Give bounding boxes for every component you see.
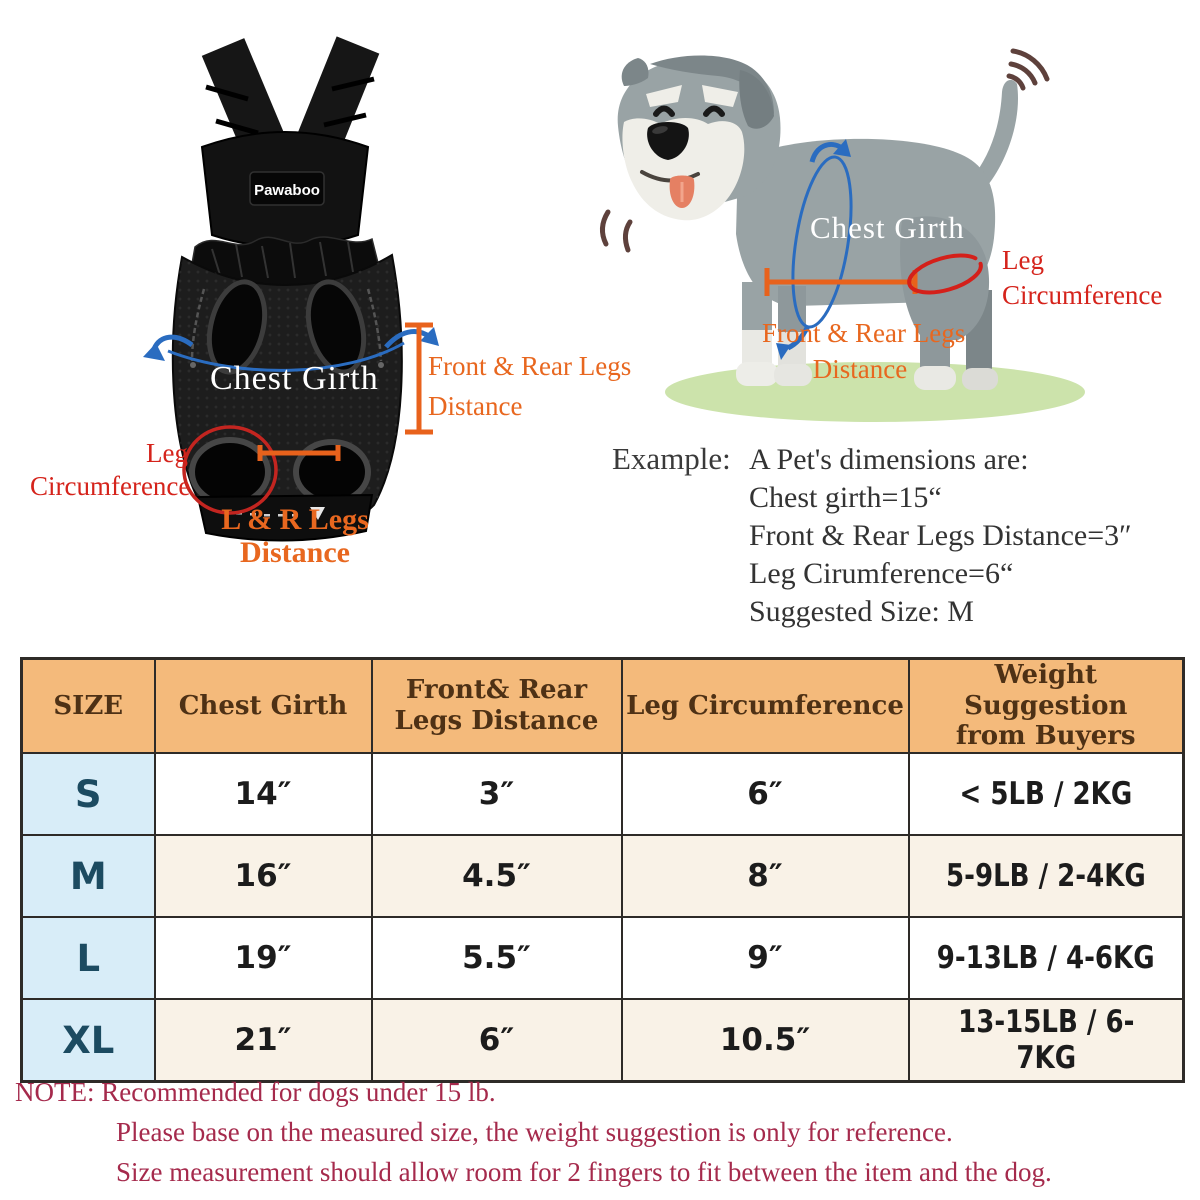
label-line: Distance: [812, 354, 908, 384]
label-line: Distance: [428, 391, 523, 421]
note-line-1: [15, 1072, 1195, 1112]
weight-cell: [909, 835, 1184, 917]
weight-text: 5-9LB / 2-4KG: [945, 858, 1146, 895]
example-label: Example:: [612, 441, 731, 476]
size-table: [20, 657, 1185, 1083]
label-line: Front & Rear Legs: [428, 351, 632, 381]
example-line: A Pet's dimensions are:: [749, 443, 1029, 476]
legs-distance-cell: 5.5″: [372, 917, 622, 999]
weight-cell: [909, 999, 1184, 1082]
carrier-lr-legs-label: [200, 503, 390, 569]
chest-cell: 16″: [155, 835, 372, 917]
example-line: Chest girth=15“: [749, 481, 942, 514]
leg-circumference-cell: 9″: [622, 917, 909, 999]
label-line: Distance: [240, 536, 350, 569]
weight-text: < 5LB / 2KG: [959, 776, 1133, 813]
leg-circumference-cell: 10.5″: [622, 999, 909, 1082]
table-row-m: [22, 835, 1184, 917]
note-line-3: Size measurement should allow room for 2 fingers to fit between the item and the dog.: [116, 1157, 1052, 1187]
example-text: [749, 441, 1132, 631]
carrier-leg-circumference-label: [30, 437, 191, 503]
brand-logo-text: Pawaboo: [254, 182, 320, 199]
header-chest-girth: Chest Girth: [155, 659, 372, 754]
note-text: Recommended for dogs under 15 lb.: [101, 1077, 496, 1107]
girth-arrowhead-left: [143, 343, 165, 361]
legs-distance-cell: 6″: [372, 999, 622, 1082]
header-legs-distance: [372, 659, 622, 754]
table-row-xl: [22, 999, 1184, 1082]
head-motion-lines: [602, 212, 630, 250]
size-cell: S: [22, 753, 155, 835]
label-line: Circumference: [30, 471, 191, 501]
header-line: from Buyers: [955, 721, 1136, 752]
dog-paw: [962, 368, 998, 390]
example-line: Leg Cirumference=6“: [749, 557, 1014, 590]
label-line: Front & Rear Legs: [762, 318, 966, 348]
zipper-pull: [378, 362, 384, 368]
weight-cell: [909, 917, 1184, 999]
rear-leg-hole-left: [192, 440, 268, 504]
header-weight-suggestion: [909, 659, 1184, 754]
carrier-front-rear-label: [428, 346, 631, 426]
size-table-container: [20, 657, 1185, 1083]
example-line: Suggested Size: M: [749, 595, 974, 628]
dog-leg-circumference-label: [1002, 243, 1162, 313]
leg-circumference-cell: 6″: [622, 753, 909, 835]
note-prefix: NOTE:: [15, 1077, 95, 1107]
label-line: Leg: [146, 438, 188, 468]
header-line: Front& Rear: [405, 675, 588, 706]
chest-cell: 19″: [155, 917, 372, 999]
carrier-chest-girth-label: Chest Girth: [210, 360, 379, 397]
note-block: [15, 1072, 1195, 1192]
chest-cell: 14″: [155, 753, 372, 835]
legs-distance-cell: 3″: [372, 753, 622, 835]
weight-text: 9-13LB / 4-6KG: [936, 940, 1155, 977]
table-header-row: [22, 659, 1184, 754]
label-line: Circumference: [1002, 280, 1163, 310]
girth-arrowhead-right: [420, 327, 439, 346]
zipper-pull: [190, 362, 196, 368]
size-cell: M: [22, 835, 155, 917]
note-line-2: Please base on the measured size, the weight suggestion is only for reference.: [116, 1117, 953, 1147]
dog-front-rear-label: [762, 315, 966, 387]
header-line: Legs Distance: [394, 706, 599, 736]
header-size: SIZE: [22, 659, 155, 754]
header-line: Weight Suggestion: [964, 660, 1128, 721]
dog-chest-girth-label: Chest Girth: [810, 210, 965, 245]
label-line: Leg: [1002, 245, 1044, 275]
legs-distance-cell: 4.5″: [372, 835, 622, 917]
table-row-l: [22, 917, 1184, 999]
example-line: Front & Rear Legs Distance=3″: [749, 519, 1132, 552]
weight-cell: [909, 753, 1184, 835]
table-row-s: [22, 753, 1184, 835]
label-line: L & R Legs: [221, 503, 369, 536]
size-cell: XL: [22, 999, 155, 1082]
size-cell: L: [22, 917, 155, 999]
header-leg-circumference: Leg Circumference: [622, 659, 909, 754]
carrier-illustration: [140, 25, 640, 585]
leg-circumference-cell: 8″: [622, 835, 909, 917]
weight-text: 13-15LB / 6-7KG: [957, 1004, 1134, 1077]
chest-cell: 21″: [155, 999, 372, 1082]
